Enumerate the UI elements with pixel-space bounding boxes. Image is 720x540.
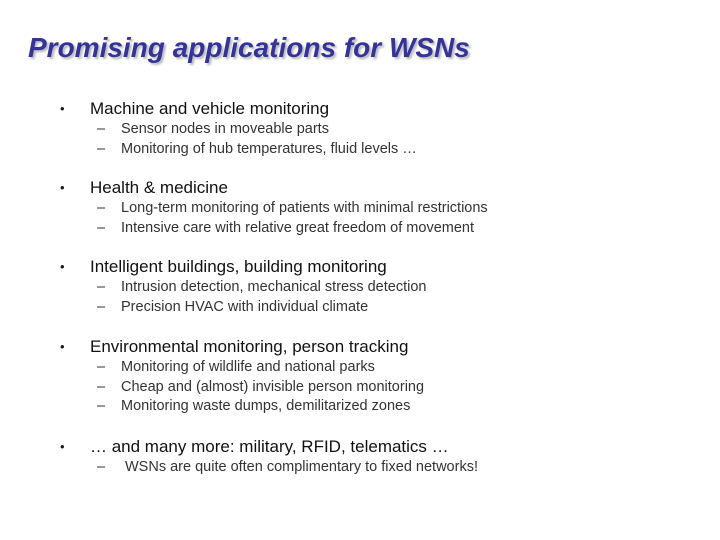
slide-title: Promising applications for WSNs bbox=[28, 32, 470, 63]
sub-marker: – bbox=[97, 359, 106, 375]
sub-text: Intensive care with relative great freedom of movement bbox=[121, 219, 474, 236]
bullet-text: Intelligent buildings, building monitoring bbox=[90, 257, 387, 276]
sub-marker: – bbox=[97, 121, 106, 137]
sub-item bbox=[0, 199, 720, 219]
sub-text: Monitoring waste dumps, demilitarized zones bbox=[121, 398, 411, 414]
bullet-text: … and many more: military, RFID, telematics … bbox=[90, 437, 449, 456]
sub-text: Long-term monitoring of patients with minimal restrictions bbox=[121, 200, 488, 216]
sub-item bbox=[0, 120, 720, 140]
sub-text: WSNs are quite often complimentary to fixed networks! bbox=[125, 459, 478, 475]
bullet-item bbox=[0, 98, 720, 159]
sub-text: Monitoring of wildlife and national parks bbox=[121, 359, 375, 375]
bullet-item bbox=[0, 177, 720, 238]
bullet-marker: • bbox=[60, 439, 65, 454]
sub-item bbox=[0, 140, 720, 160]
bullet-item bbox=[0, 256, 720, 317]
sub-text: Monitoring of hub temperatures, fluid levels … bbox=[121, 140, 417, 157]
bullet-marker: • bbox=[60, 101, 65, 116]
sub-marker: – bbox=[97, 140, 106, 157]
sub-marker: – bbox=[97, 459, 106, 475]
sub-item bbox=[0, 219, 720, 239]
sub-item bbox=[0, 458, 720, 478]
sub-text: Precision HVAC with individual climate bbox=[121, 298, 369, 315]
bullet-item bbox=[0, 436, 720, 478]
sub-marker: – bbox=[97, 200, 106, 216]
sub-marker: – bbox=[97, 398, 106, 414]
sub-item bbox=[0, 378, 720, 398]
sub-item bbox=[0, 358, 720, 378]
sub-text: Intrusion detection, mechanical stress detection bbox=[121, 279, 427, 295]
bullet-text: Machine and vehicle monitoring bbox=[90, 99, 330, 118]
bullet-item bbox=[0, 336, 720, 417]
sub-item bbox=[0, 397, 720, 417]
sub-marker: – bbox=[97, 378, 106, 395]
bullet-marker: • bbox=[60, 180, 65, 195]
sub-item bbox=[0, 278, 720, 298]
sub-marker: – bbox=[97, 219, 106, 236]
sub-marker: – bbox=[97, 298, 106, 315]
bullet-marker: • bbox=[60, 339, 65, 354]
bullet-text: Health & medicine bbox=[90, 178, 228, 197]
sub-marker: – bbox=[97, 279, 106, 295]
sub-text: Cheap and (almost) invisible person monitoring bbox=[121, 378, 425, 395]
sub-item bbox=[0, 298, 720, 318]
bullet-text: Environmental monitoring, person tracking bbox=[90, 337, 409, 356]
bullet-marker: • bbox=[60, 259, 65, 274]
sub-text: Sensor nodes in moveable parts bbox=[121, 121, 329, 137]
